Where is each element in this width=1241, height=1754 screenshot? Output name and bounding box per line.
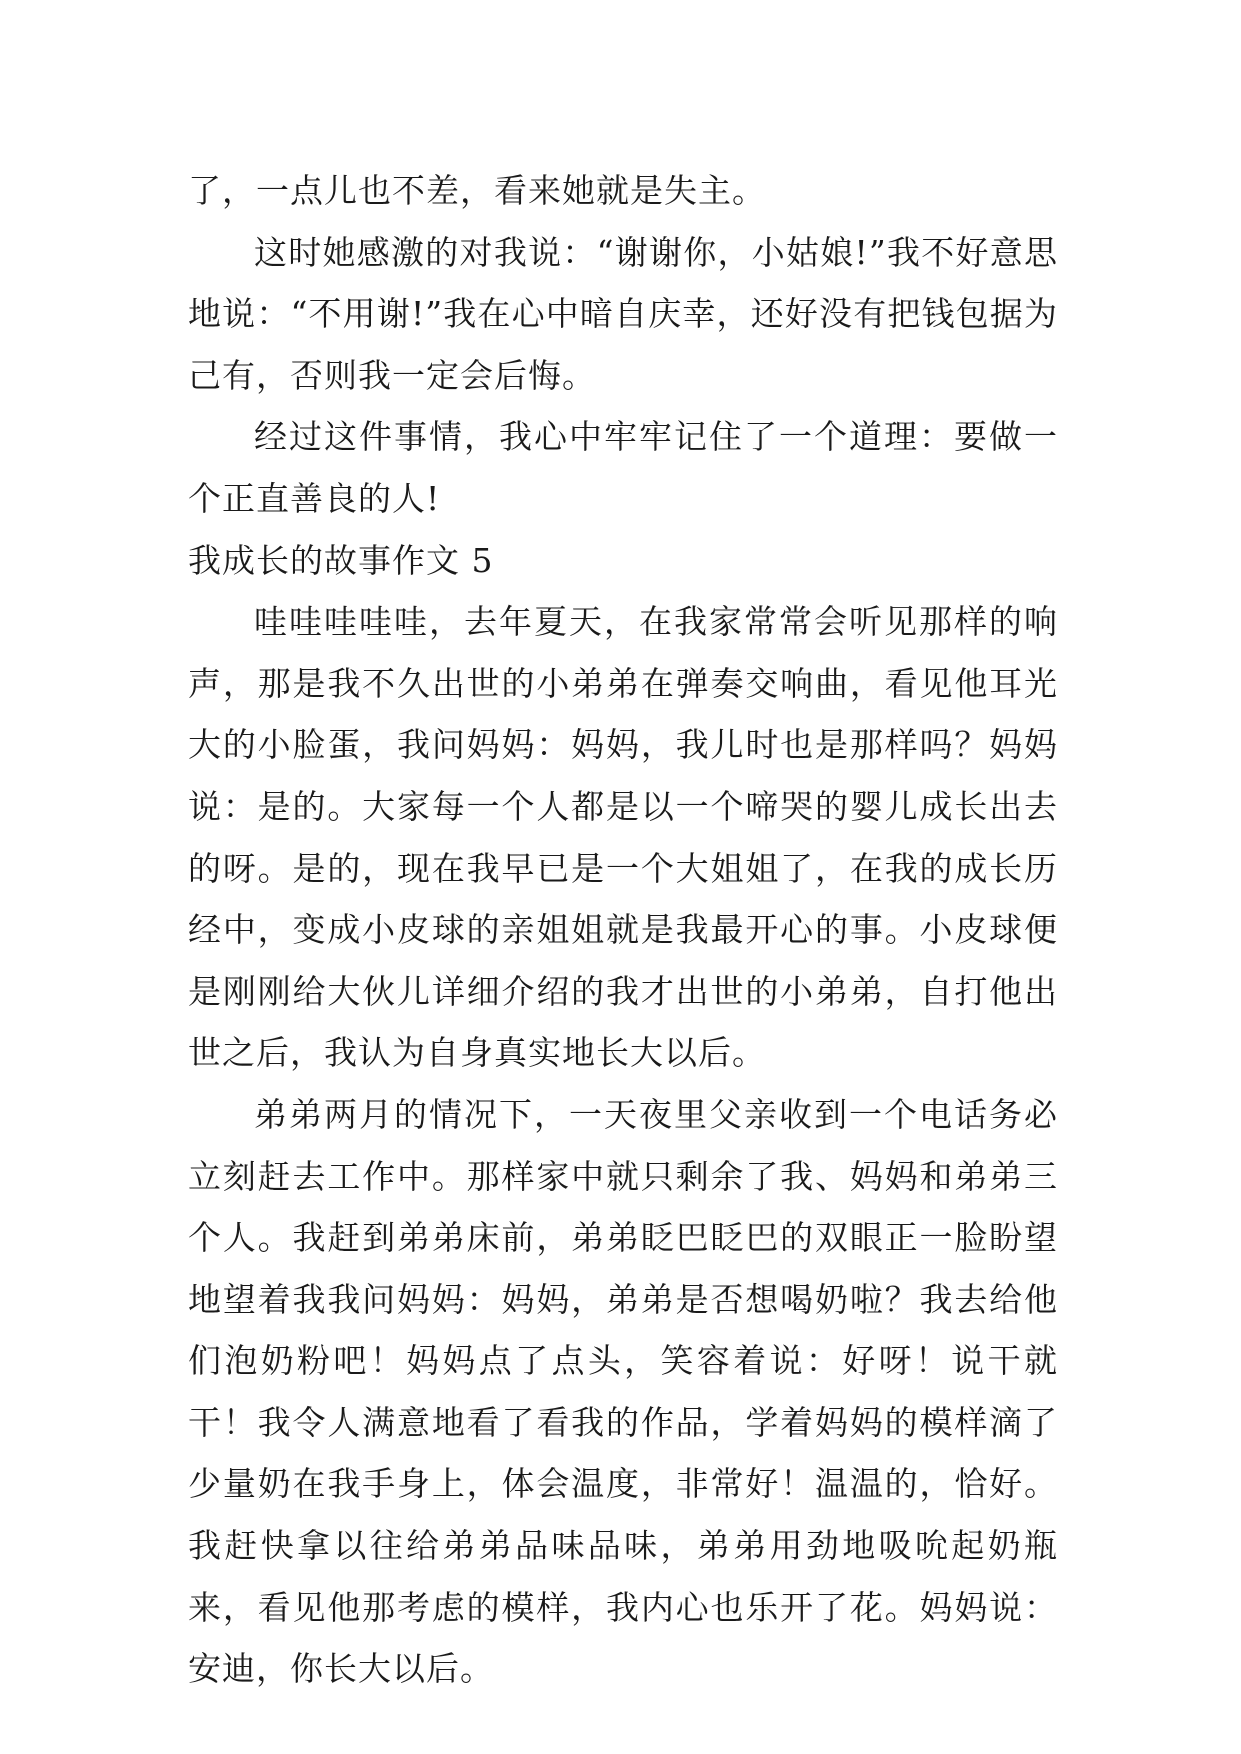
paragraph-3: 经过这件事情，我心中牢牢记住了一个道理：要做一个正直善良的人! <box>188 417 1058 518</box>
paragraph-1: 了，一点儿也不差，看来她就是失主。 <box>188 171 766 210</box>
paragraph-4: 哇哇哇哇哇，去年夏天，在我家常常会听见那样的响声，那是我不久出世的小弟弟在弹奏交响曲，看见他耳光大的小脸蛋，我问妈妈：妈妈，我儿时也是那样吗？妈妈说：是的。大家每一个人都是以一个啼哭的婴儿成长出去的呀。是的，现在我早已是一个大姐姐了，在我的成长历经中，变成小皮球的亲姐姐就是我最开心的事。小皮球便是刚刚给大伙儿详细介绍的我才出世的小弟弟，自打他出世之后，我认为自身真实地长大以后。 <box>188 602 1058 1073</box>
paragraph-2: 这时她感激的对我说：“谢谢你，小姑娘!”我不好意思地说：“不用谢!”我在心中暗自庆幸，还好没有把钱包据为己有，否则我一定会后悔。 <box>188 232 1058 395</box>
document-body <box>188 160 1058 1700</box>
paragraph-5: 弟弟两月的情况下，一天夜里父亲收到一个电话务必立刻赶去工作中。那样家中就只剩余了我、妈妈和弟弟三个人。我赶到弟弟床前，弟弟眨巴眨巴的双眼正一脸盼望地望着我我问妈妈：妈妈，弟弟是否想喝奶啦？我去给他们泡奶粉吧！妈妈点了点头，笑容着说：好呀！说干就干！我令人满意地看了看我的作品，学着妈妈的模样滴了少量奶在我手身上，体会温度，非常好！温温的，恰好。我赶快拿以往给弟弟品味品味，弟弟用劲地吸吮起奶瓶来，看见他那考虑的模样，我内心也乐开了花。妈妈说：安迪，你长大以后。 <box>188 1094 1058 1689</box>
section-heading: 我成长的故事作文 5 <box>188 540 494 580</box>
